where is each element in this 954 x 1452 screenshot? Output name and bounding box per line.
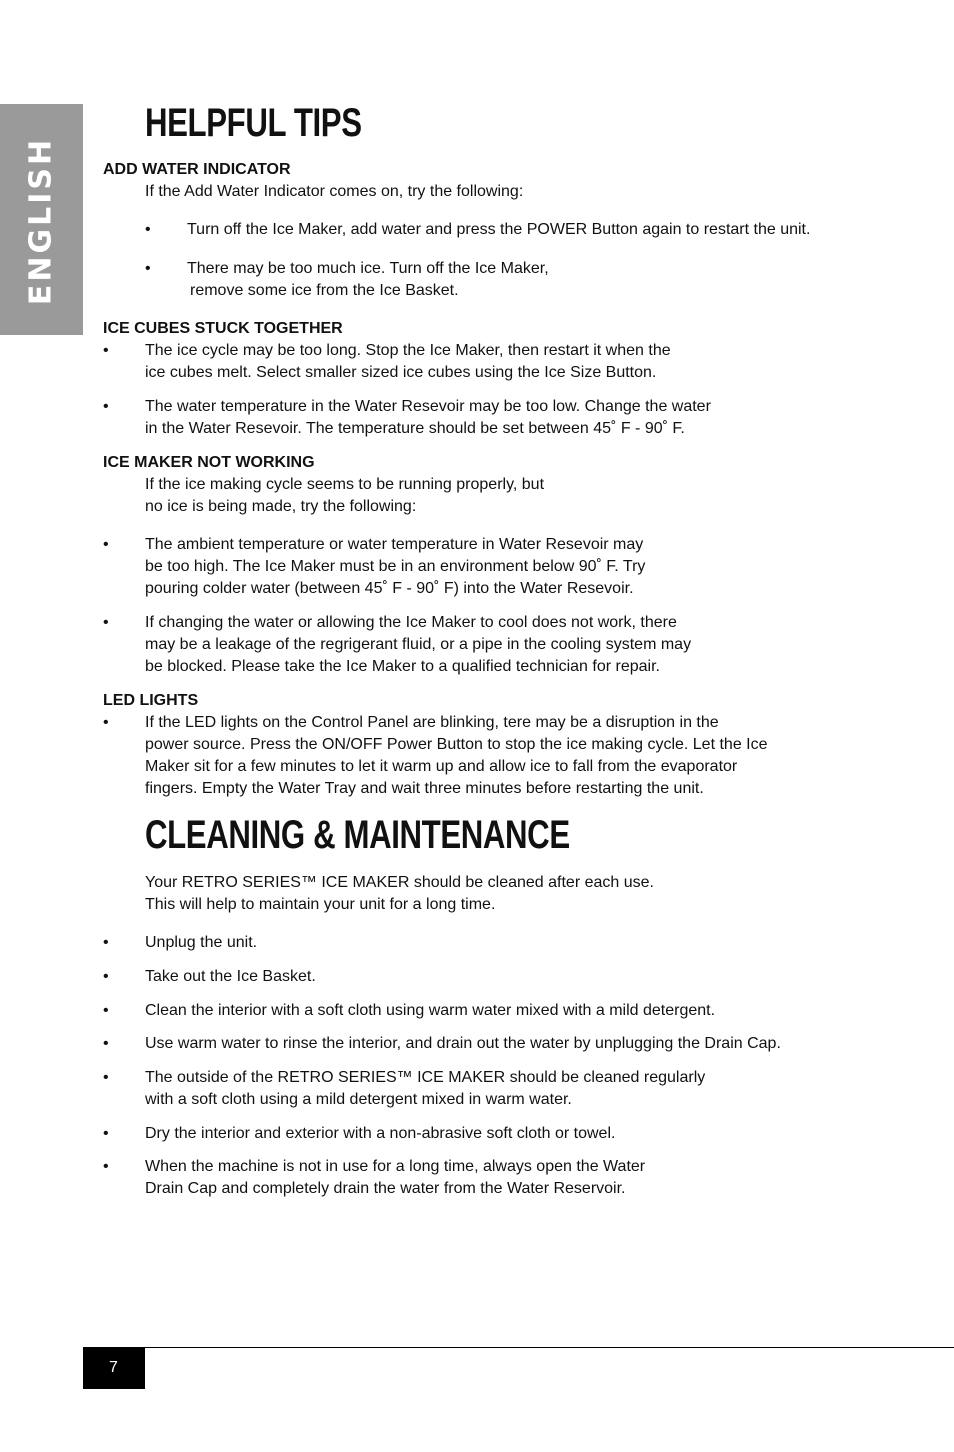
cleaning-intro-line-2: This will help to maintain your unit for a long time. xyxy=(145,896,496,913)
bullet-icon: • xyxy=(103,1035,109,1052)
bullet-text: with a soft cloth using a mild detergent mixed in warm water. xyxy=(145,1091,572,1108)
bullet-text: fingers. Empty the Water Tray and wait three minutes before restarting the unit. xyxy=(145,780,704,797)
page-number: 7 xyxy=(109,1359,118,1376)
bullet-text: Maker sit for a few minutes to let it warm up and allow ice to fall from the evaporator xyxy=(145,758,738,775)
bullet-text: Drain Cap and completely drain the water from the Water Reservoir. xyxy=(145,1180,626,1197)
bullet-text: be blocked. Please take the Ice Maker to a qualified technician for repair. xyxy=(145,658,660,675)
bullet-text: Use warm water to rinse the interior, and drain out the water by unplugging the Drain Cap. xyxy=(145,1035,781,1052)
bullet-text: If the LED lights on the Control Panel are blinking, tere may be a disruption in the xyxy=(145,714,719,731)
bullet-icon: • xyxy=(103,968,109,985)
bullet-text: Turn off the Ice Maker, add water and press the POWER Button again to restart the unit. xyxy=(187,221,811,238)
bullet-text: The outside of the RETRO SERIES™ ICE MAKER should be cleaned regularly xyxy=(145,1069,706,1086)
language-tab xyxy=(0,104,83,335)
bullet-icon: • xyxy=(103,614,109,631)
bullet-icon: • xyxy=(145,260,151,277)
bullet-icon: • xyxy=(103,398,109,415)
bullet-text: When the machine is not in use for a long time, always open the Water xyxy=(145,1158,646,1175)
bullet-text: Unplug the unit. xyxy=(145,934,258,951)
language-tab-label: ENGLISH xyxy=(23,136,59,306)
bullet-text: may be a leakage of the regrigerant fluid, or a pipe in the cooling system may xyxy=(145,636,692,653)
bullet-text: be too high. The Ice Maker must be in an environment below 90˚ F. Try xyxy=(145,558,646,575)
bullet-icon: • xyxy=(103,714,109,731)
bullet-icon: • xyxy=(103,1125,109,1142)
bullet-icon: • xyxy=(145,221,151,238)
add-water-intro: If the Add Water Indicator comes on, try the following: xyxy=(145,183,524,200)
ice-maker-not-working-title: ICE MAKER NOT WORKING xyxy=(103,454,315,471)
bullet-text: There may be too much ice. Turn off the Ice Maker, xyxy=(187,260,549,277)
bullet-text: If changing the water or allowing the Ice Maker to cool does not work, there xyxy=(145,614,677,631)
cleaning-maintenance-heading: CLEANING & MAINTENANCE xyxy=(145,813,570,857)
add-water-indicator-title: ADD WATER INDICATOR xyxy=(103,161,291,178)
bullet-text: remove some ice from the Ice Basket. xyxy=(190,282,459,299)
bullet-text: The ambient temperature or water temperature in Water Resevoir may xyxy=(145,536,644,553)
bullet-icon: • xyxy=(103,1069,109,1086)
bullet-icon: • xyxy=(103,1002,109,1019)
page-number-box xyxy=(83,1348,145,1389)
bullet-text: Dry the interior and exterior with a non-abrasive soft cloth or towel. xyxy=(145,1125,616,1142)
bullet-text: Take out the Ice Basket. xyxy=(145,968,316,985)
not-working-intro-line-1: If the ice making cycle seems to be running properly, but xyxy=(145,476,545,493)
bullet-icon: • xyxy=(103,342,109,359)
cleaning-intro-line-1: Your RETRO SERIES™ ICE MAKER should be cleaned after each use. xyxy=(145,874,654,891)
bullet-icon: • xyxy=(103,536,109,553)
footer-divider xyxy=(83,1347,954,1348)
bullet-text: power source. Press the ON/OFF Power Button to stop the ice making cycle. Let the Ice xyxy=(145,736,768,753)
not-working-intro-line-2: no ice is being made, try the following: xyxy=(145,498,417,515)
bullet-text: The water temperature in the Water Resevoir may be too low. Change the water xyxy=(145,398,711,415)
bullet-text: pouring colder water (between 45˚ F - 90˚ F) into the Water Resevoir. xyxy=(145,580,634,597)
bullet-text: Clean the interior with a soft cloth using warm water mixed with a mild detergent. xyxy=(145,1002,716,1019)
helpful-tips-heading: HELPFUL TIPS xyxy=(145,101,362,145)
bullet-icon: • xyxy=(103,1158,109,1175)
led-lights-title: LED LIGHTS xyxy=(103,692,199,709)
bullet-text: in the Water Resevoir. The temperature should be set between 45˚ F - 90˚ F. xyxy=(145,420,685,437)
ice-cubes-stuck-title: ICE CUBES STUCK TOGETHER xyxy=(103,320,343,337)
bullet-text: ice cubes melt. Select smaller sized ice cubes using the Ice Size Button. xyxy=(145,364,657,381)
bullet-icon: • xyxy=(103,934,109,951)
bullet-text: The ice cycle may be too long. Stop the Ice Maker, then restart it when the xyxy=(145,342,671,359)
